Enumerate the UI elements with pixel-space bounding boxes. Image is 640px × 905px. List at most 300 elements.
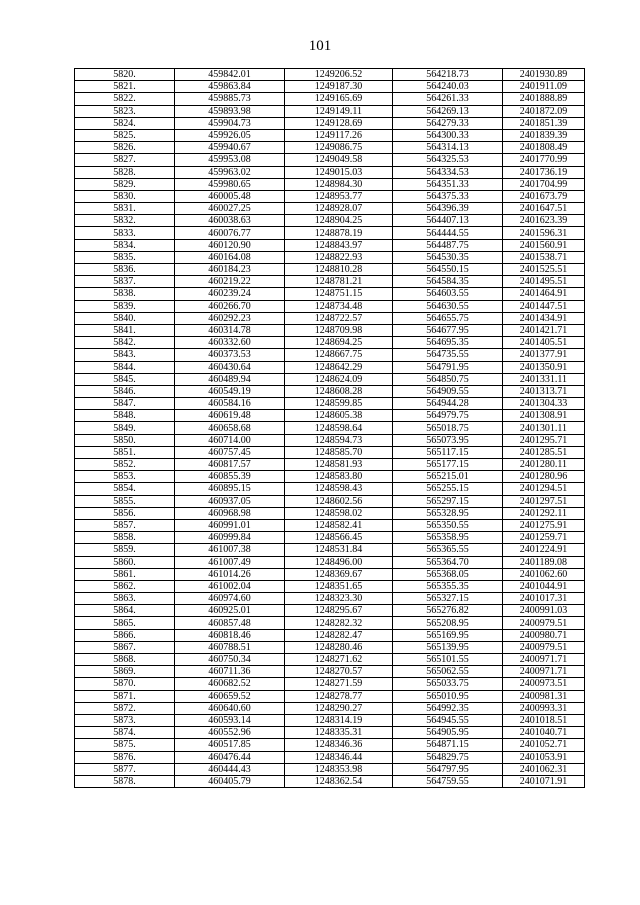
- point-number-cell: 5844.: [75, 361, 175, 373]
- coord-y2-cell: 2401062.60: [503, 568, 585, 580]
- point-number-cell: 5873.: [75, 714, 175, 726]
- coord-y2-cell: 2401292.11: [503, 507, 585, 519]
- point-number-cell: 5849.: [75, 422, 175, 434]
- point-number-cell: 5851.: [75, 446, 175, 458]
- table-row: [75, 93, 585, 105]
- coord-x1-cell: 459885.73: [175, 93, 285, 105]
- table-row: [75, 203, 585, 215]
- coord-y2-cell: 2401377.91: [503, 349, 585, 361]
- coord-y2-cell: 2401313.71: [503, 385, 585, 397]
- point-number-cell: 5872.: [75, 702, 175, 714]
- coord-y1-cell: 1248608.28: [285, 385, 393, 397]
- coord-x2-cell: 565355.35: [393, 580, 503, 592]
- point-number-cell: 5876.: [75, 751, 175, 763]
- coord-x1-cell: 460968.98: [175, 507, 285, 519]
- point-number-cell: 5860.: [75, 556, 175, 568]
- coord-x1-cell: 459893.98: [175, 105, 285, 117]
- coord-y2-cell: 2401018.51: [503, 714, 585, 726]
- coord-y1-cell: 1248598.43: [285, 483, 393, 495]
- coord-y2-cell: 2401280.96: [503, 471, 585, 483]
- coord-x2-cell: 564314.13: [393, 142, 503, 154]
- coord-x2-cell: 565327.15: [393, 593, 503, 605]
- point-number-cell: 5837.: [75, 276, 175, 288]
- coord-x2-cell: 564791.95: [393, 361, 503, 373]
- coord-x2-cell: 564992.35: [393, 702, 503, 714]
- table-row: [75, 666, 585, 678]
- coord-x1-cell: 460120.90: [175, 239, 285, 251]
- coord-y2-cell: 2401447.51: [503, 300, 585, 312]
- coord-x2-cell: 565365.55: [393, 544, 503, 556]
- coord-y2-cell: 2401297.51: [503, 495, 585, 507]
- coord-x2-cell: 564334.53: [393, 166, 503, 178]
- point-number-cell: 5861.: [75, 568, 175, 580]
- table-row: [75, 324, 585, 336]
- point-number-cell: 5859.: [75, 544, 175, 556]
- coord-y2-cell: 2401044.91: [503, 580, 585, 592]
- coord-x1-cell: 460750.34: [175, 654, 285, 666]
- table-row: [75, 641, 585, 653]
- coord-x2-cell: 564375.33: [393, 190, 503, 202]
- table-row: [75, 251, 585, 263]
- table-row: [75, 373, 585, 385]
- table-row: [75, 727, 585, 739]
- point-number-cell: 5868.: [75, 654, 175, 666]
- coord-y1-cell: 1249165.69: [285, 93, 393, 105]
- coord-x2-cell: 564269.13: [393, 105, 503, 117]
- coord-x1-cell: 460817.57: [175, 459, 285, 471]
- point-number-cell: 5833.: [75, 227, 175, 239]
- table-row: [75, 568, 585, 580]
- point-number-cell: 5853.: [75, 471, 175, 483]
- coord-y2-cell: 2401623.39: [503, 215, 585, 227]
- coord-y2-cell: 2401040.71: [503, 727, 585, 739]
- point-number-cell: 5857.: [75, 519, 175, 531]
- coord-y1-cell: 1248734.48: [285, 300, 393, 312]
- coord-y2-cell: 2401062.31: [503, 763, 585, 775]
- coord-y2-cell: 2401888.89: [503, 93, 585, 105]
- point-number-cell: 5823.: [75, 105, 175, 117]
- coord-y1-cell: 1249206.52: [285, 69, 393, 81]
- table-row: [75, 519, 585, 531]
- table-row: [75, 763, 585, 775]
- coord-y2-cell: 2401911.09: [503, 81, 585, 93]
- coord-y1-cell: 1248598.02: [285, 507, 393, 519]
- point-number-cell: 5822.: [75, 93, 175, 105]
- coord-x2-cell: 564407.13: [393, 215, 503, 227]
- coordinates-table: [74, 68, 585, 788]
- table-row: [75, 629, 585, 641]
- table-row: [75, 434, 585, 446]
- coord-y1-cell: 1248369.67: [285, 568, 393, 580]
- coord-y1-cell: 1248582.41: [285, 519, 393, 531]
- coord-x2-cell: 565062.55: [393, 666, 503, 678]
- coord-y2-cell: 2401839.39: [503, 129, 585, 141]
- coord-x1-cell: 460239.24: [175, 288, 285, 300]
- coord-y1-cell: 1248295.67: [285, 605, 393, 617]
- coord-x2-cell: 564944.28: [393, 398, 503, 410]
- table-row: [75, 178, 585, 190]
- coord-y2-cell: 2401851.39: [503, 117, 585, 129]
- coord-x1-cell: 460476.44: [175, 751, 285, 763]
- coord-x2-cell: 564351.33: [393, 178, 503, 190]
- table-row: [75, 556, 585, 568]
- coord-y1-cell: 1248346.36: [285, 739, 393, 751]
- coord-y1-cell: 1248351.65: [285, 580, 393, 592]
- coord-y2-cell: 2401301.11: [503, 422, 585, 434]
- point-number-cell: 5858.: [75, 532, 175, 544]
- coord-x2-cell: 565117.15: [393, 446, 503, 458]
- point-number-cell: 5825.: [75, 129, 175, 141]
- table-row: [75, 678, 585, 690]
- coord-y1-cell: 1248353.98: [285, 763, 393, 775]
- table-row: [75, 593, 585, 605]
- coord-x1-cell: 459953.08: [175, 154, 285, 166]
- coord-y1-cell: 1248822.93: [285, 251, 393, 263]
- coord-y1-cell: 1248602.56: [285, 495, 393, 507]
- table-row: [75, 483, 585, 495]
- coord-y2-cell: 2401331.11: [503, 373, 585, 385]
- coord-x1-cell: 460818.46: [175, 629, 285, 641]
- table-row: [75, 81, 585, 93]
- coord-y1-cell: 1248282.32: [285, 617, 393, 629]
- coord-x2-cell: 564759.55: [393, 775, 503, 787]
- coord-x1-cell: 460711.36: [175, 666, 285, 678]
- coord-y1-cell: 1249128.69: [285, 117, 393, 129]
- coord-x2-cell: 564797.95: [393, 763, 503, 775]
- coord-y2-cell: 2401872.09: [503, 105, 585, 117]
- coord-x1-cell: 460552.96: [175, 727, 285, 739]
- coord-x2-cell: 564979.75: [393, 410, 503, 422]
- coord-x1-cell: 460373.53: [175, 349, 285, 361]
- coord-y2-cell: 2401053.91: [503, 751, 585, 763]
- coord-x1-cell: 460430.64: [175, 361, 285, 373]
- table-row: [75, 654, 585, 666]
- coord-x1-cell: 460314.78: [175, 324, 285, 336]
- coord-y1-cell: 1248624.09: [285, 373, 393, 385]
- table-row: [75, 714, 585, 726]
- coord-y2-cell: 2401525.51: [503, 264, 585, 276]
- coord-x2-cell: 564325.53: [393, 154, 503, 166]
- coord-x2-cell: 565073.95: [393, 434, 503, 446]
- coord-y1-cell: 1248599.85: [285, 398, 393, 410]
- point-number-cell: 5836.: [75, 264, 175, 276]
- point-number-cell: 5827.: [75, 154, 175, 166]
- point-number-cell: 5831.: [75, 203, 175, 215]
- coord-y2-cell: 2401350.91: [503, 361, 585, 373]
- coord-y2-cell: 2401275.91: [503, 519, 585, 531]
- coord-y1-cell: 1248271.62: [285, 654, 393, 666]
- table-row: [75, 105, 585, 117]
- coord-x2-cell: 564300.33: [393, 129, 503, 141]
- point-number-cell: 5877.: [75, 763, 175, 775]
- coord-x1-cell: 460549.19: [175, 385, 285, 397]
- coord-x2-cell: 564279.33: [393, 117, 503, 129]
- coord-y1-cell: 1249015.03: [285, 166, 393, 178]
- coord-x2-cell: 565328.95: [393, 507, 503, 519]
- coord-y2-cell: 2400971.71: [503, 666, 585, 678]
- coord-x1-cell: 460999.84: [175, 532, 285, 544]
- coord-y1-cell: 1248531.84: [285, 544, 393, 556]
- table-row: [75, 398, 585, 410]
- point-number-cell: 5841.: [75, 324, 175, 336]
- point-number-cell: 5846.: [75, 385, 175, 397]
- coord-x2-cell: 564396.39: [393, 203, 503, 215]
- point-number-cell: 5821.: [75, 81, 175, 93]
- table-row: [75, 459, 585, 471]
- coord-x1-cell: 459842.01: [175, 69, 285, 81]
- coord-x1-cell: 460937.05: [175, 495, 285, 507]
- point-number-cell: 5832.: [75, 215, 175, 227]
- point-number-cell: 5870.: [75, 678, 175, 690]
- table-row: [75, 702, 585, 714]
- coord-y2-cell: 2401304.33: [503, 398, 585, 410]
- table-row: [75, 532, 585, 544]
- coord-x1-cell: 460266.70: [175, 300, 285, 312]
- coord-y2-cell: 2401017.31: [503, 593, 585, 605]
- point-number-cell: 5838.: [75, 288, 175, 300]
- coord-x2-cell: 564871.15: [393, 739, 503, 751]
- table-row: [75, 422, 585, 434]
- coord-x2-cell: 564261.33: [393, 93, 503, 105]
- coord-y2-cell: 2401052.71: [503, 739, 585, 751]
- table-row: [75, 507, 585, 519]
- table-row: [75, 690, 585, 702]
- coord-x1-cell: 459980.65: [175, 178, 285, 190]
- table-row: [75, 544, 585, 556]
- point-number-cell: 5875.: [75, 739, 175, 751]
- coord-y1-cell: 1248270.57: [285, 666, 393, 678]
- coord-x1-cell: 460164.08: [175, 251, 285, 263]
- coord-x2-cell: 565215.01: [393, 471, 503, 483]
- coord-x2-cell: 565276.82: [393, 605, 503, 617]
- table-row: [75, 361, 585, 373]
- coord-x1-cell: 460444.43: [175, 763, 285, 775]
- coord-x1-cell: 460332.60: [175, 337, 285, 349]
- coord-y1-cell: 1248722.57: [285, 312, 393, 324]
- coord-y2-cell: 2401808.49: [503, 142, 585, 154]
- point-number-cell: 5866.: [75, 629, 175, 641]
- coord-x2-cell: 564677.95: [393, 324, 503, 336]
- coord-y2-cell: 2401673.79: [503, 190, 585, 202]
- coord-y1-cell: 1249086.75: [285, 142, 393, 154]
- coord-x1-cell: 460788.51: [175, 641, 285, 653]
- coord-y1-cell: 1248566.45: [285, 532, 393, 544]
- table-row: [75, 349, 585, 361]
- point-number-cell: 5826.: [75, 142, 175, 154]
- coord-y1-cell: 1248781.21: [285, 276, 393, 288]
- coord-y2-cell: 2401704.99: [503, 178, 585, 190]
- point-number-cell: 5855.: [75, 495, 175, 507]
- coord-y2-cell: 2401464.91: [503, 288, 585, 300]
- coord-y2-cell: 2400979.51: [503, 617, 585, 629]
- coord-y2-cell: 2400993.31: [503, 702, 585, 714]
- coord-y2-cell: 2401596.31: [503, 227, 585, 239]
- coord-x1-cell: 459963.02: [175, 166, 285, 178]
- table-row: [75, 580, 585, 592]
- table-row: [75, 410, 585, 422]
- coord-x2-cell: 564735.55: [393, 349, 503, 361]
- coord-x1-cell: 459926.05: [175, 129, 285, 141]
- coord-y1-cell: 1248496.00: [285, 556, 393, 568]
- coord-x2-cell: 565350.55: [393, 519, 503, 531]
- coord-y2-cell: 2401736.19: [503, 166, 585, 178]
- coord-y1-cell: 1248335.31: [285, 727, 393, 739]
- coord-y1-cell: 1249049.58: [285, 154, 393, 166]
- coord-y1-cell: 1248581.93: [285, 459, 393, 471]
- coord-x2-cell: 565010.95: [393, 690, 503, 702]
- table-row: [75, 264, 585, 276]
- coordinates-table-body: [75, 69, 585, 788]
- coord-y1-cell: 1248953.77: [285, 190, 393, 202]
- point-number-cell: 5874.: [75, 727, 175, 739]
- coord-y1-cell: 1249187.30: [285, 81, 393, 93]
- coord-x2-cell: 565018.75: [393, 422, 503, 434]
- coord-y1-cell: 1248280.46: [285, 641, 393, 653]
- point-number-cell: 5863.: [75, 593, 175, 605]
- table-row: [75, 227, 585, 239]
- table-row: [75, 751, 585, 763]
- table-row: [75, 385, 585, 397]
- table-row: [75, 190, 585, 202]
- coord-x2-cell: 564487.75: [393, 239, 503, 251]
- coord-x2-cell: 564655.75: [393, 312, 503, 324]
- point-number-cell: 5854.: [75, 483, 175, 495]
- coord-x2-cell: 564444.55: [393, 227, 503, 239]
- coord-x1-cell: 460584.16: [175, 398, 285, 410]
- coord-x1-cell: 460219.22: [175, 276, 285, 288]
- coord-x2-cell: 564695.35: [393, 337, 503, 349]
- coord-y2-cell: 2401495.51: [503, 276, 585, 288]
- coord-x2-cell: 565101.55: [393, 654, 503, 666]
- table-row: [75, 142, 585, 154]
- point-number-cell: 5835.: [75, 251, 175, 263]
- coord-x2-cell: 564630.55: [393, 300, 503, 312]
- coord-y2-cell: 2401294.51: [503, 483, 585, 495]
- coord-x1-cell: 460925.01: [175, 605, 285, 617]
- coord-y1-cell: 1248282.47: [285, 629, 393, 641]
- coord-x1-cell: 461014.26: [175, 568, 285, 580]
- coord-y2-cell: 2401538.71: [503, 251, 585, 263]
- point-number-cell: 5820.: [75, 69, 175, 81]
- point-number-cell: 5843.: [75, 349, 175, 361]
- coord-y1-cell: 1248904.25: [285, 215, 393, 227]
- coord-y2-cell: 2401295.71: [503, 434, 585, 446]
- point-number-cell: 5852.: [75, 459, 175, 471]
- coord-x1-cell: 460640.60: [175, 702, 285, 714]
- coord-y2-cell: 2401071.91: [503, 775, 585, 787]
- coord-x2-cell: 565297.15: [393, 495, 503, 507]
- page-number: 101: [308, 38, 332, 54]
- coord-x2-cell: 564584.35: [393, 276, 503, 288]
- table-row: [75, 337, 585, 349]
- coord-y2-cell: 2400973.51: [503, 678, 585, 690]
- coord-x1-cell: 460895.15: [175, 483, 285, 495]
- coord-x2-cell: 564218.73: [393, 69, 503, 81]
- coord-y1-cell: 1249117.26: [285, 129, 393, 141]
- point-number-cell: 5867.: [75, 641, 175, 653]
- coord-x2-cell: 565358.95: [393, 532, 503, 544]
- coord-y2-cell: 2401280.11: [503, 459, 585, 471]
- coord-y2-cell: 2401647.51: [503, 203, 585, 215]
- coord-y1-cell: 1248984.30: [285, 178, 393, 190]
- coord-y1-cell: 1248598.64: [285, 422, 393, 434]
- coord-y2-cell: 2401259.71: [503, 532, 585, 544]
- coord-y1-cell: 1248605.38: [285, 410, 393, 422]
- coord-x1-cell: 460489.94: [175, 373, 285, 385]
- coord-y1-cell: 1248290.27: [285, 702, 393, 714]
- coord-y2-cell: 2400971.71: [503, 654, 585, 666]
- coord-x1-cell: 460658.68: [175, 422, 285, 434]
- table-row: [75, 300, 585, 312]
- coord-y2-cell: 2401308.91: [503, 410, 585, 422]
- coord-y2-cell: 2401421.71: [503, 324, 585, 336]
- coord-y1-cell: 1248694.25: [285, 337, 393, 349]
- point-number-cell: 5878.: [75, 775, 175, 787]
- coord-x1-cell: 460005.48: [175, 190, 285, 202]
- coord-y1-cell: 1248314.19: [285, 714, 393, 726]
- coord-x1-cell: 460757.45: [175, 446, 285, 458]
- coord-x1-cell: 460184.23: [175, 264, 285, 276]
- coord-y1-cell: 1248271.59: [285, 678, 393, 690]
- coord-x2-cell: 565169.95: [393, 629, 503, 641]
- coord-x1-cell: 460619.48: [175, 410, 285, 422]
- coord-x1-cell: 459863.84: [175, 81, 285, 93]
- table-row: [75, 739, 585, 751]
- table-row: [75, 312, 585, 324]
- coord-x1-cell: 459940.67: [175, 142, 285, 154]
- coord-x2-cell: 565364.70: [393, 556, 503, 568]
- coord-x2-cell: 564603.55: [393, 288, 503, 300]
- point-number-cell: 5856.: [75, 507, 175, 519]
- coord-y2-cell: 2400991.03: [503, 605, 585, 617]
- table-row: [75, 495, 585, 507]
- coord-x2-cell: 564905.95: [393, 727, 503, 739]
- coord-x1-cell: 460659.52: [175, 690, 285, 702]
- coord-y2-cell: 2401224.91: [503, 544, 585, 556]
- point-number-cell: 5845.: [75, 373, 175, 385]
- coord-y2-cell: 2400981.31: [503, 690, 585, 702]
- table-row: [75, 617, 585, 629]
- coord-x1-cell: 460027.25: [175, 203, 285, 215]
- coord-y1-cell: 1248594.73: [285, 434, 393, 446]
- coord-x2-cell: 564550.15: [393, 264, 503, 276]
- point-number-cell: 5850.: [75, 434, 175, 446]
- coord-y1-cell: 1248642.29: [285, 361, 393, 373]
- point-number-cell: 5864.: [75, 605, 175, 617]
- coord-x2-cell: 565208.95: [393, 617, 503, 629]
- coord-x1-cell: 460593.14: [175, 714, 285, 726]
- point-number-cell: 5862.: [75, 580, 175, 592]
- coord-x1-cell: 460517.85: [175, 739, 285, 751]
- coord-y2-cell: 2400980.71: [503, 629, 585, 641]
- coord-x2-cell: 564829.75: [393, 751, 503, 763]
- coord-y1-cell: 1248810.28: [285, 264, 393, 276]
- coord-x1-cell: 460714.00: [175, 434, 285, 446]
- coord-x1-cell: 460991.01: [175, 519, 285, 531]
- coord-y1-cell: 1248878.19: [285, 227, 393, 239]
- coord-x1-cell: 461007.38: [175, 544, 285, 556]
- point-number-cell: 5829.: [75, 178, 175, 190]
- coord-x2-cell: 564850.75: [393, 373, 503, 385]
- coord-y2-cell: 2400979.51: [503, 641, 585, 653]
- point-number-cell: 5842.: [75, 337, 175, 349]
- coord-y2-cell: 2401405.51: [503, 337, 585, 349]
- coord-y1-cell: 1248362.54: [285, 775, 393, 787]
- table-row: [75, 775, 585, 787]
- coord-y1-cell: 1248751.15: [285, 288, 393, 300]
- point-number-cell: 5839.: [75, 300, 175, 312]
- coord-y1-cell: 1248709.98: [285, 324, 393, 336]
